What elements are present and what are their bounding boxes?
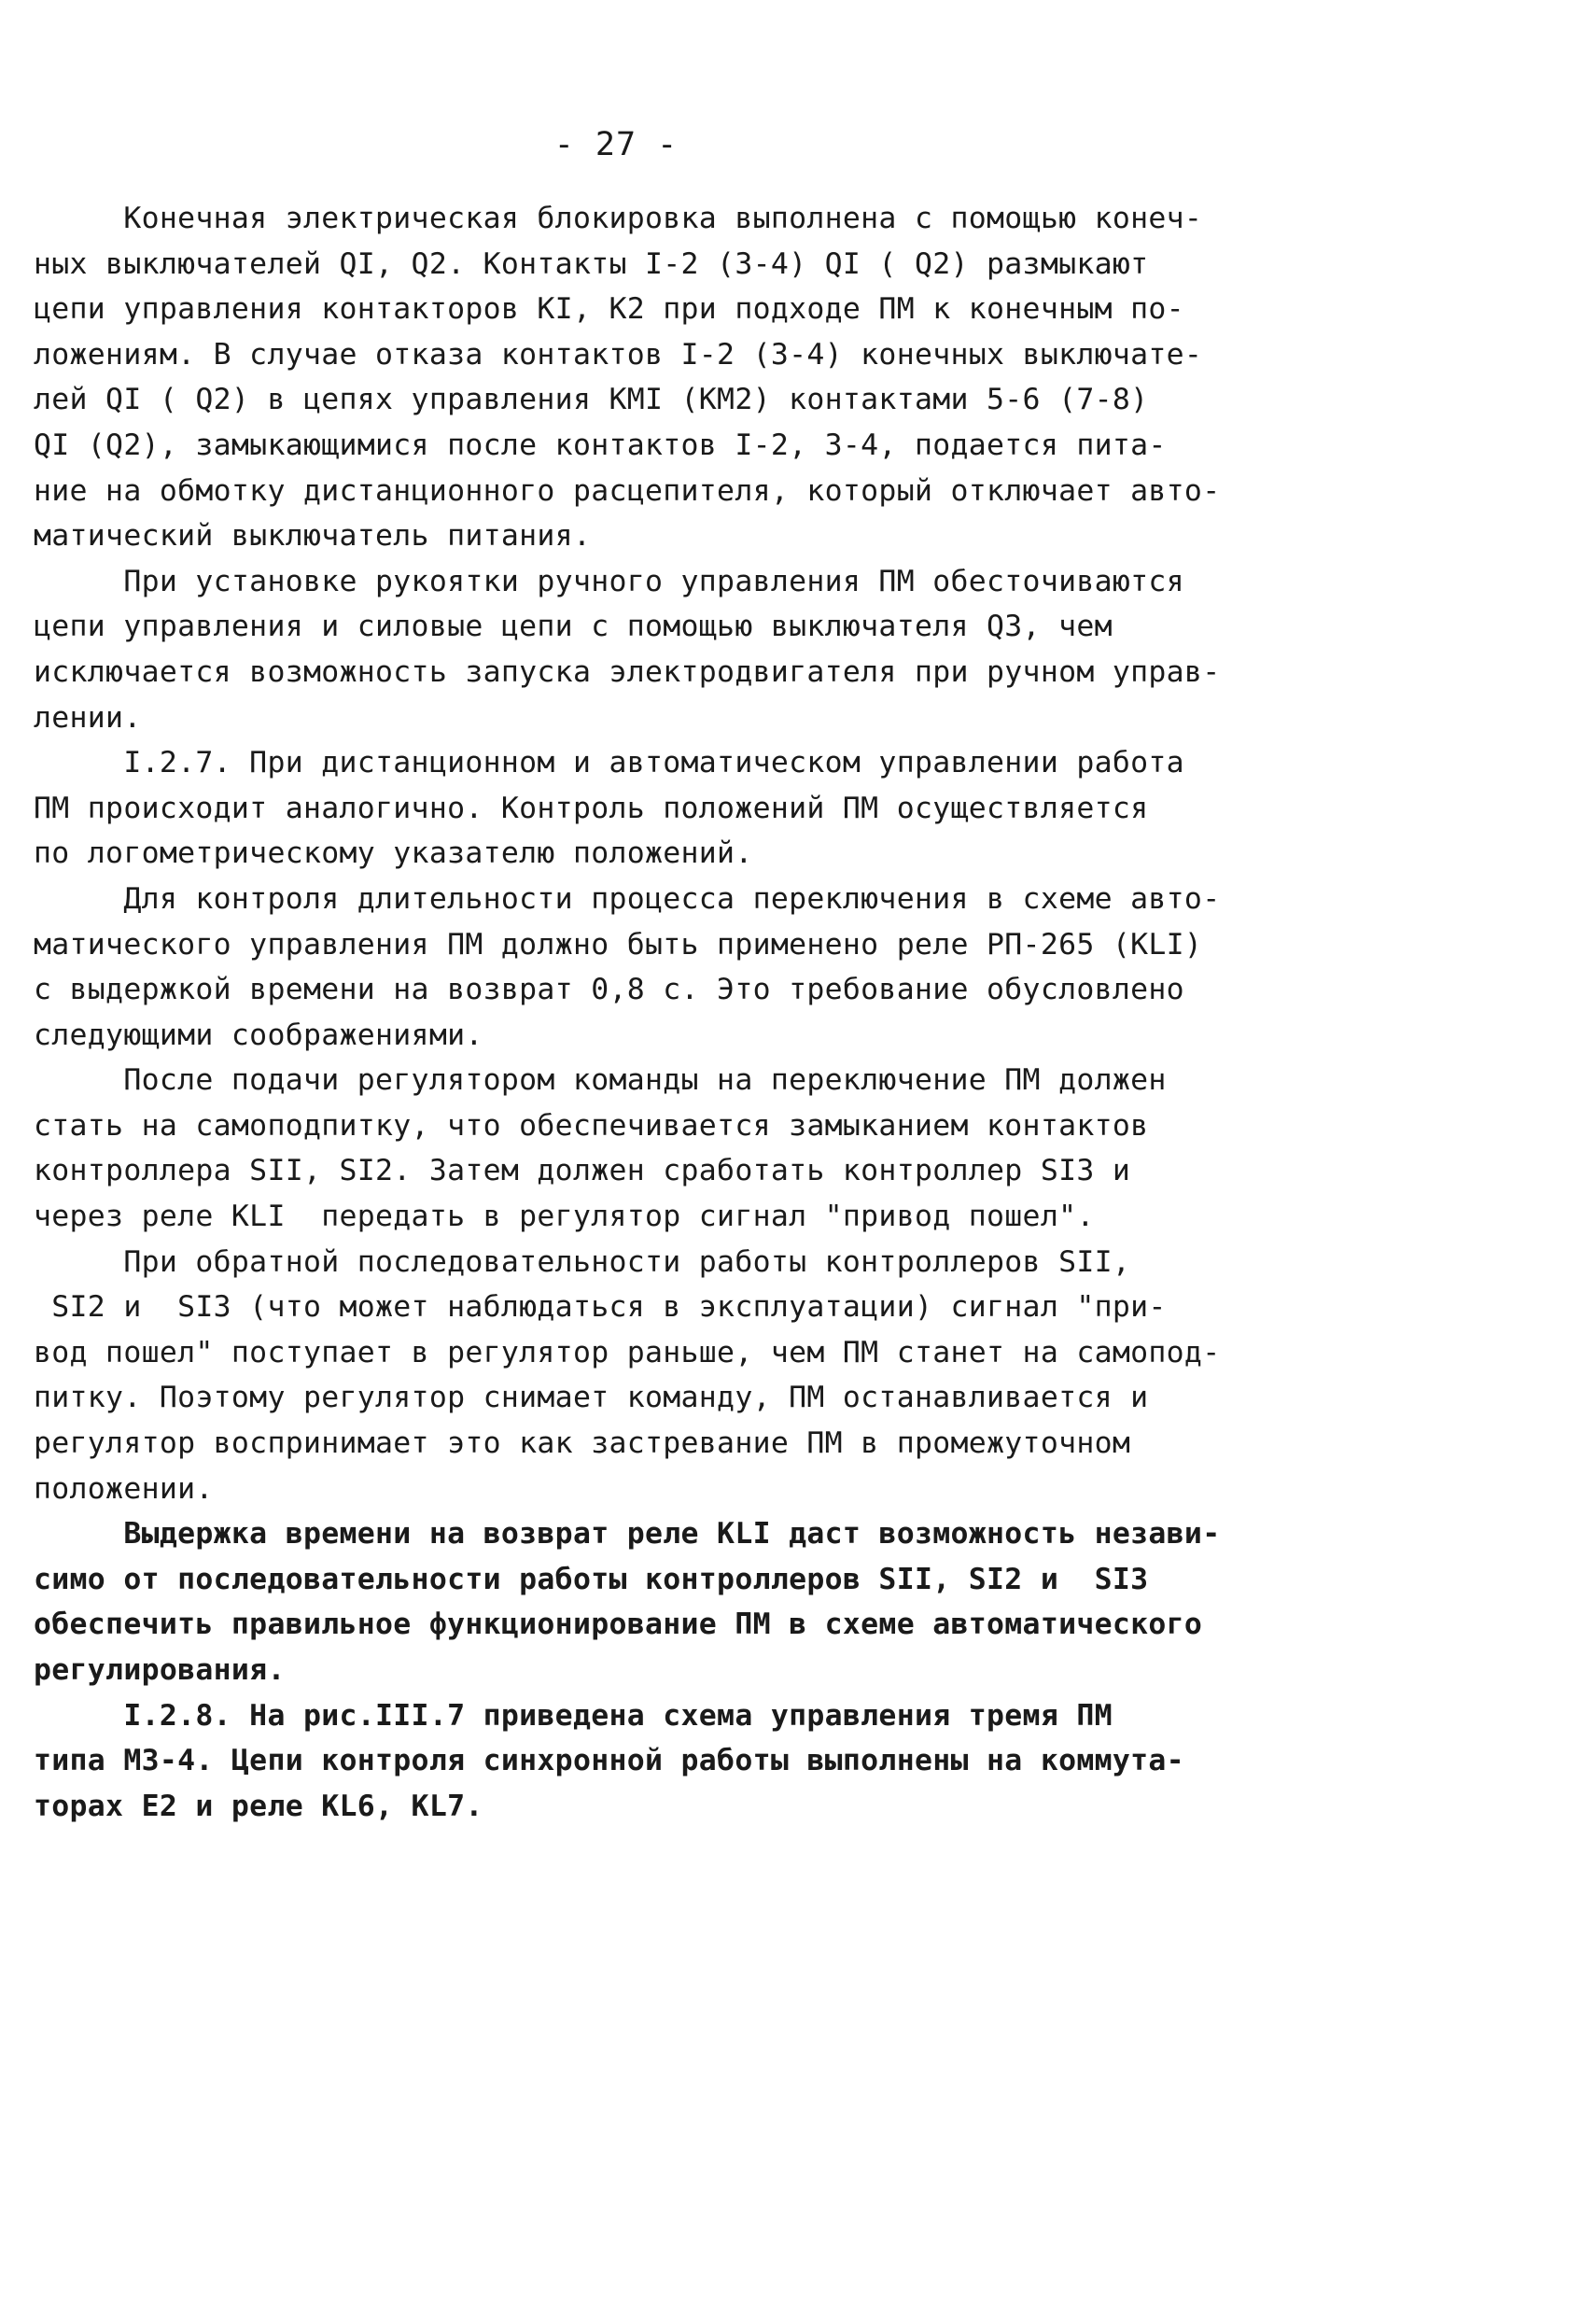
text-line: ние на обмотку дистанционного расцепителя, который отключает авто- — [34, 473, 1221, 508]
text-line: ПМ происходит аналогично. Контроль положений ПМ осуществляется — [34, 791, 1149, 825]
text-line: питку. Поэтому регулятор снимает команду, ПМ останавливается и — [34, 1381, 1149, 1415]
text-line: лении. — [34, 700, 142, 735]
text-line: положении. — [34, 1471, 214, 1506]
text-line: ложениям. В случае отказа контактов I-2 (3-4) конечных выключате- — [34, 337, 1203, 372]
text-line: При обратной последовательности работы контроллеров SII, — [34, 1244, 1131, 1279]
text-line: SI2 и SI3 (что может наблюдаться в эксплуатации) сигнал "при- — [34, 1290, 1167, 1325]
text-line: лей QI ( Q2) в цепях управления КМI (КМ2) контактами 5-6 (7-8) — [34, 383, 1149, 417]
text-line: обеспечить правильное функционирование ПМ в схеме автоматического — [34, 1608, 1203, 1642]
text-line: торах Е2 и реле KL6, KL7. — [34, 1789, 483, 1823]
text-line: QI (Q2), замыкающимися после контактов I-2, 3-4, подается пита- — [34, 428, 1167, 462]
text-line: Выдержка времени на возврат реле KLI даст возможность незави- — [34, 1517, 1221, 1552]
paragraph — [34, 1693, 1266, 1830]
text-line: регулирования. — [34, 1653, 286, 1687]
text-line: по логометрическому указателю положений. — [34, 836, 753, 871]
text-line: типа МЗ-4. Цепи контроля синхронной работы выполнены на коммута- — [34, 1744, 1184, 1778]
paragraph — [34, 196, 1266, 559]
text-line: с выдержкой времени на возврат 0,8 с. Это требование обусловлено — [34, 973, 1184, 1007]
text-line: Для контроля длительности процесса переключения в схеме авто- — [34, 881, 1221, 916]
text-line: контроллера SII, SI2. Затем должен сработать контроллер SI3 и — [34, 1154, 1131, 1188]
text-line: После подачи регулятором команды на переключение ПМ должен — [34, 1063, 1167, 1098]
text-line: Конечная электрическая блокировка выполнена с помощью конеч- — [34, 202, 1203, 235]
text-line: регулятор воспринимает это как застревание ПМ в промежуточном — [34, 1426, 1131, 1461]
text-line: цепи управления контакторов KI, K2 при подходе ПМ к конечным по- — [34, 292, 1184, 327]
text-line: матического управления ПМ должно быть применено реле РП-265 (KLI) — [34, 927, 1203, 962]
body-text — [34, 196, 1266, 1829]
text-line: цепи управления и силовые цепи с помощью выключателя Q3, чем — [34, 610, 1113, 644]
paragraph — [34, 559, 1266, 740]
text-line: симо от последовательности работы контроллеров SII, SI2 и SI3 — [34, 1562, 1149, 1596]
paragraph — [34, 1511, 1266, 1692]
text-line: ных выключателей QI, Q2. Контакты I-2 (3-4) QI ( Q2) размыкают — [34, 246, 1149, 281]
text-line: I.2.7. При дистанционном и автоматическом управлении работа — [34, 746, 1184, 780]
paragraph — [34, 877, 1266, 1058]
paragraph — [34, 740, 1266, 877]
text-line: При установке рукоятки ручного управления ПМ обесточиваются — [34, 564, 1184, 598]
text-line: стать на самоподпитку, что обеспечивается замыканием контактов — [34, 1108, 1149, 1143]
paragraph — [34, 1240, 1266, 1512]
paragraph — [34, 1058, 1266, 1239]
text-line: вод пошел" поступает в регулятор раньше, чем ПМ станет на самопод- — [34, 1335, 1221, 1369]
text-line: через реле KLI передать в регулятор сигнал "привод пошел". — [34, 1200, 1095, 1234]
text-line: исключается возможность запуска электродвигателя при ручном управ- — [34, 654, 1221, 689]
text-line: матический выключатель питания. — [34, 519, 592, 554]
page-number: - 27 - — [553, 126, 679, 163]
text-line: I.2.8. На рис.III.7 приведена схема управления тремя ПМ — [34, 1698, 1113, 1733]
text-line: следующими соображениями. — [34, 1018, 483, 1052]
